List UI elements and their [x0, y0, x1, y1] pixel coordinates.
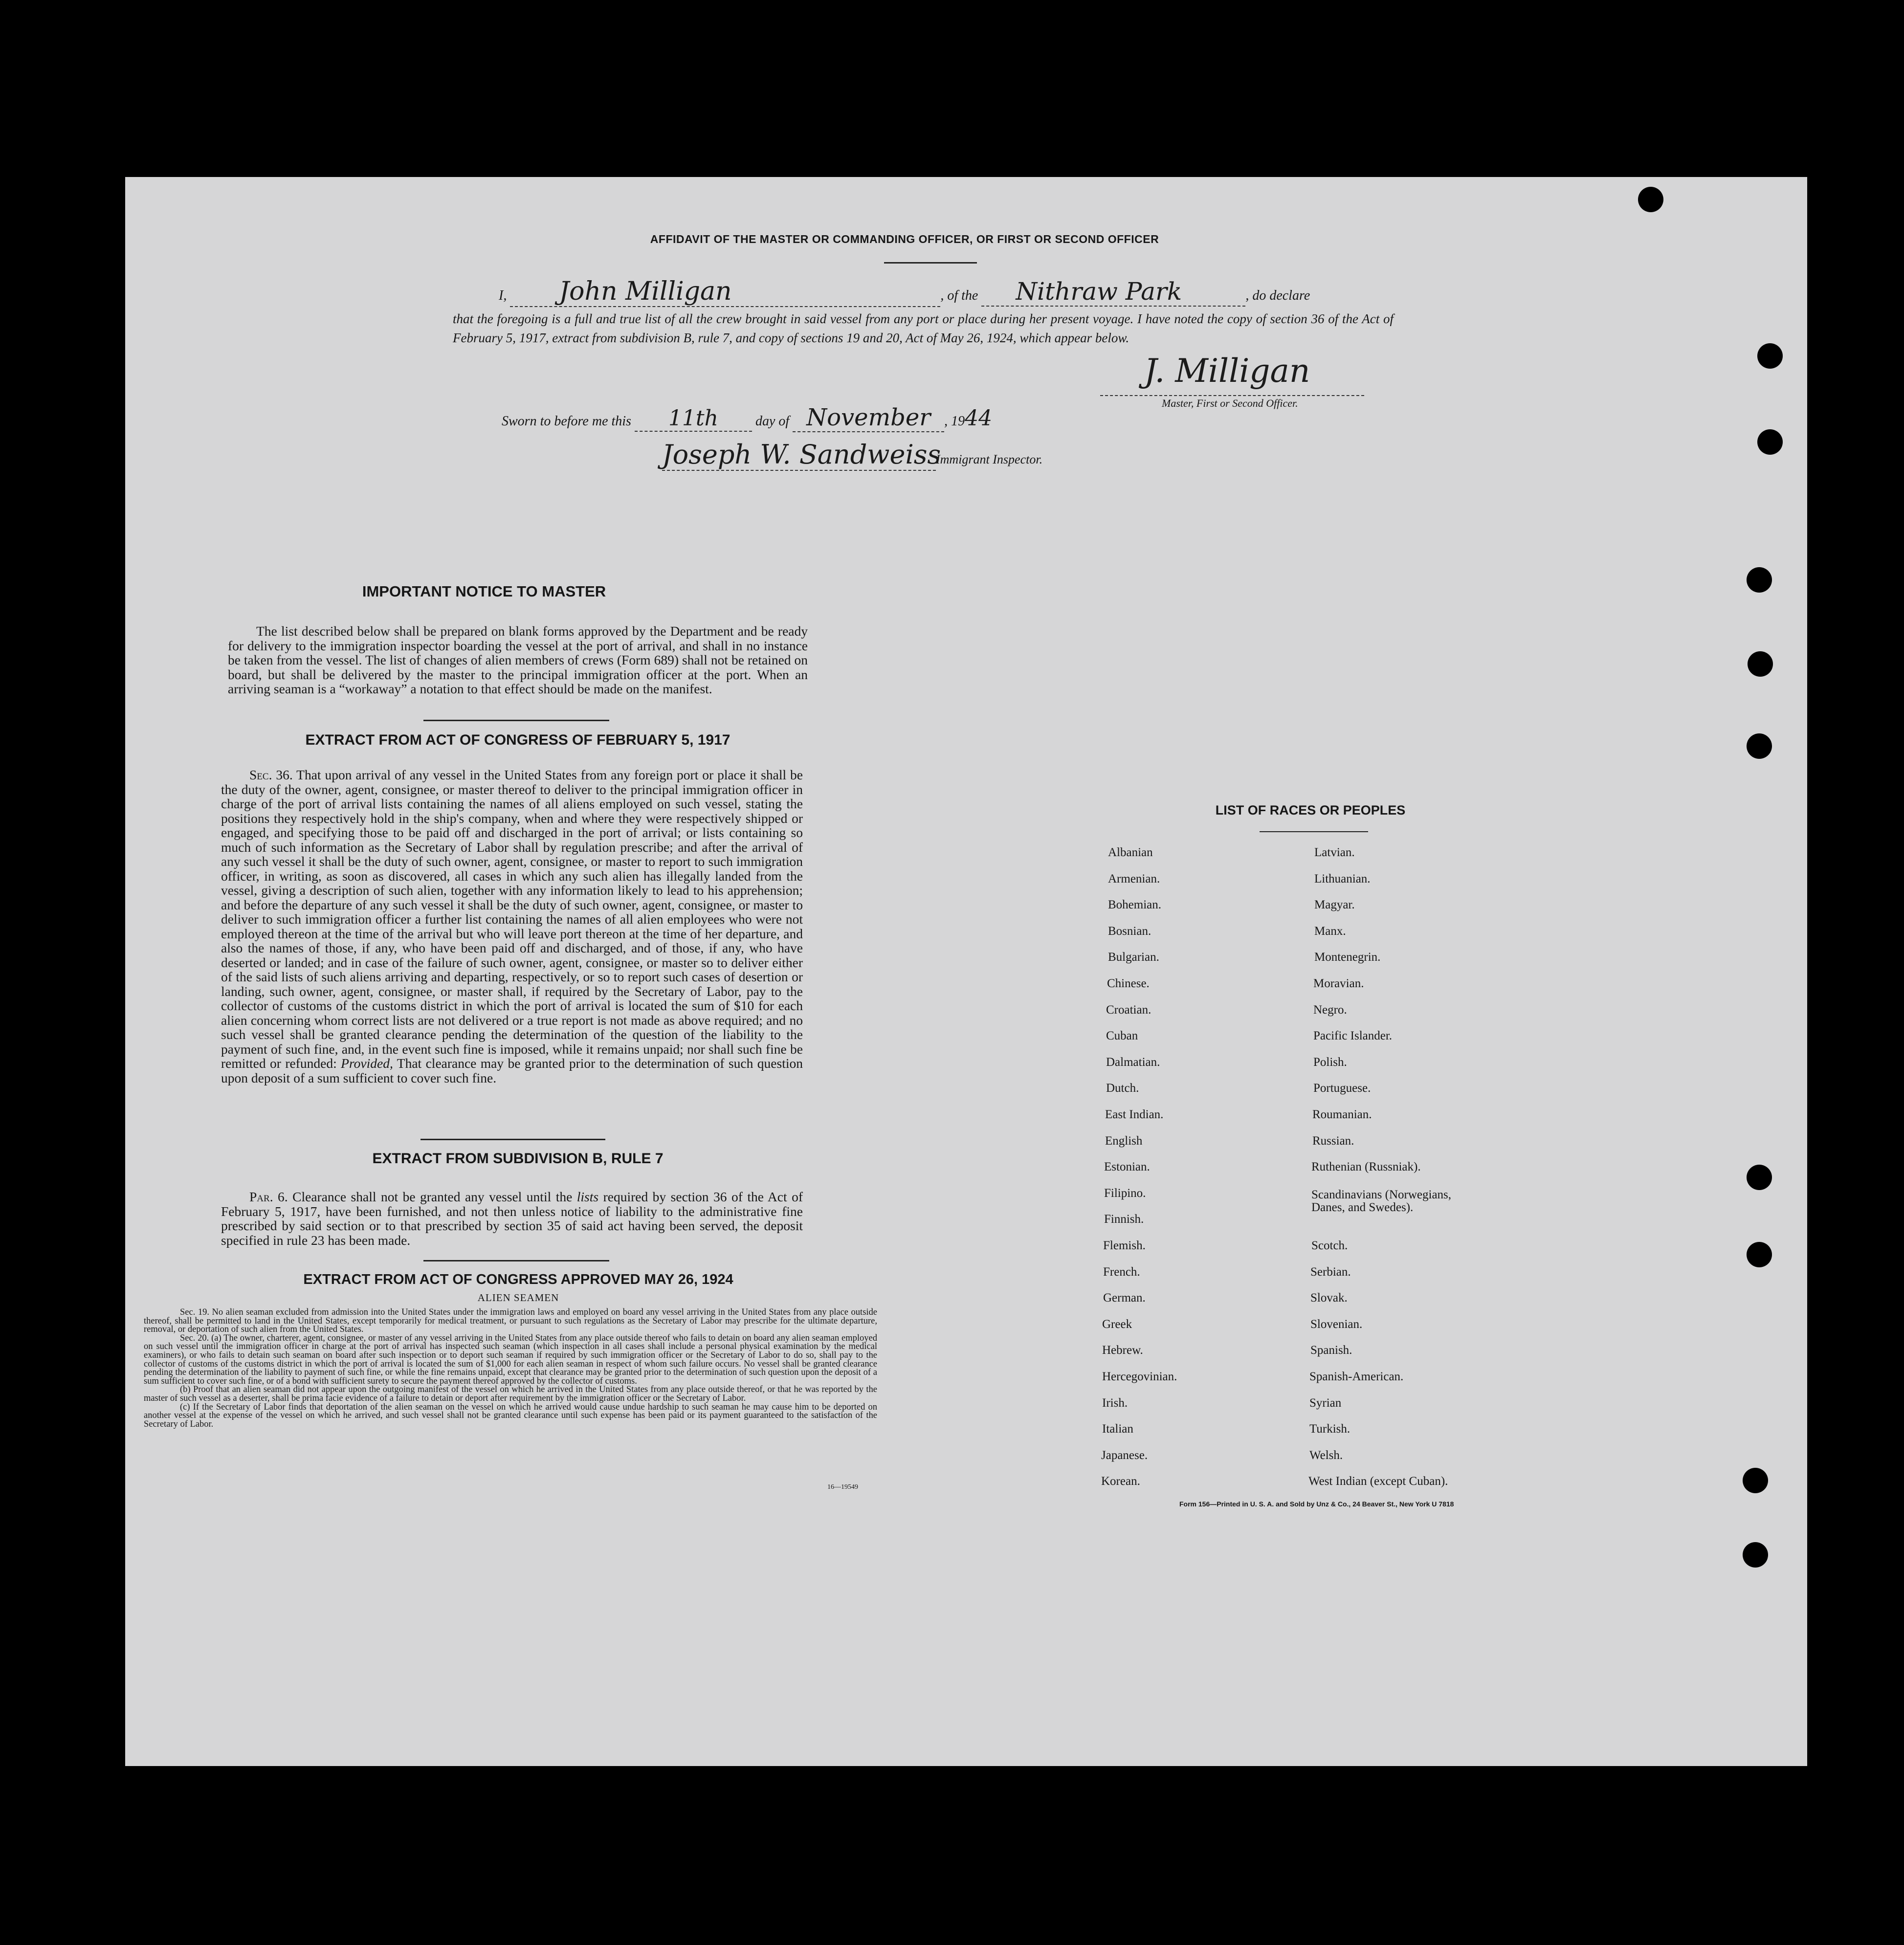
- races-title: LIST OF RACES OR PEOPLES: [1215, 803, 1406, 818]
- punch-hole: [1743, 1542, 1768, 1568]
- sec20b-text: (b) Proof that an alien seaman did not appear upon the outgoing manifest of the vessel on which he arrived in the United States from any place outside thereof, or that he was reported by the master of such vessel as a deserter, shall be prima facie evidence of a failure to detain or deport after requirement by the immigration officer or the Secretary of Labor.: [144, 1385, 877, 1403]
- race-item: Slovak.: [1310, 1291, 1348, 1305]
- punch-hole: [1747, 567, 1772, 593]
- sec19-text: Sec. 19. No alien seaman excluded from admission into the United States under the immigration laws and employed on board any vessel arriving in the United States from any place outside thereof, shall be permitted to land in the United States, except temporarily for medical treatment, or pursuant to such regulations as the Secretary of Labor may prescribe for the ultimate departure, removal, or deportation of such alien from the United States.: [144, 1307, 877, 1335]
- race-item: Spanish.: [1310, 1344, 1352, 1357]
- punch-hole: [1743, 1468, 1768, 1493]
- race-item: Polish.: [1313, 1055, 1347, 1069]
- race-item: Croatian.: [1106, 1003, 1151, 1017]
- inspector-line: [662, 439, 1042, 471]
- act-1924-title: EXTRACT FROM ACT OF CONGRESS APPROVED MAY 26, 1924: [303, 1272, 733, 1287]
- vessel-name: Nithraw Park: [1016, 277, 1182, 306]
- do-declare-label: , do declare: [1245, 288, 1310, 303]
- race-item: Cuban: [1106, 1029, 1138, 1043]
- punch-hole: [1757, 429, 1783, 455]
- notice-title: IMPORTANT NOTICE TO MASTER: [362, 583, 606, 600]
- par-text: Clearance shall not be granted any vessel until the: [292, 1189, 573, 1204]
- sworn-day-field: [635, 406, 752, 432]
- race-item: Dutch.: [1106, 1082, 1139, 1095]
- race-item: Hercegovinian.: [1102, 1370, 1177, 1383]
- day-of-label: day of: [755, 414, 790, 429]
- punch-hole: [1757, 343, 1783, 369]
- race-item: Slovenian.: [1310, 1317, 1363, 1331]
- master-signature-line: [1100, 395, 1364, 396]
- race-item: Spanish-American.: [1309, 1370, 1404, 1383]
- inspector-signature: Joseph W. Sandweiss: [662, 439, 941, 470]
- inspector-signature-field: [662, 439, 941, 471]
- par-text-end: required by section 36 of the Act of February 5, 1917, have been furnished, and not then unless notice of liability to the administrative fine prescribed by said section or to that prescribed by section 35 of said act having been served, the deposit specified in rule 23 has been made.: [221, 1189, 803, 1248]
- master-name-field: [510, 277, 940, 307]
- sworn-month: November: [806, 404, 931, 431]
- race-item: Estonian.: [1104, 1160, 1150, 1174]
- divider: [421, 1139, 605, 1140]
- race-item: Pacific Islander.: [1313, 1029, 1393, 1043]
- divider: [1260, 831, 1368, 832]
- sec20a-text: Sec. 20. (a) The owner, charterer, agent, consignee, or master of any vessel arriving in the United States from any place outside thereof who fails to detain on board any alien seaman employed on such vessel until the immigration officer in charge at the port of arrival has inspected such seaman (which inspection in all cases shall include a personal physical examination by the medical examiners), or who fails to detain such seaman on board after such inspection or to deport such seaman if required by such immigration officer or the Secretary of Labor to do so, shall pay to the collector of customs of the customs district in which the port of arrival is located the sum of $1,000 for each alien seaman in respect of whom such failure occurs. No vessel shall be granted clearance pending the determination of the liability to payment of such fine, or while the fine remains unpaid, except that clearance may be granted prior to the determination of such question upon the deposit of a sum sufficient to cover such fine, or of a bond with sufficient surety to secure the payment thereof approved by the collector of customs.: [144, 1333, 877, 1386]
- race-item: Lithuanian.: [1314, 872, 1371, 885]
- punch-hole: [1747, 733, 1772, 759]
- act-1917-section: [221, 768, 803, 1085]
- section-text: That upon arrival of any vessel in the United States from any foreign port or place it shall be the duty of the owner, agent, consignee, or master thereof to deliver to the principal immigration officer in charge of the port of arrival lists containing the names of all aliens employed on such vessel, stating the positions they respectively hold in the ship's company, when and where they were respectively shipped or engaged, and specifying those to be paid off and discharged in the port of arrival; or lists containing so much of such information as the Secretary of Labor shall by regulation prescribe; and after the arrival of any such vessel it shall be the duty of such owner, agent, consignee, or master to report to such immigration officer, in writing, as soon as discovered, all cases in which any such alien has illegally landed from the vessel, giving a description of such alien, together with any information likely to lead to his apprehension; and before the departure of any such vessel it shall be the duty of such owner, agent, consignee, or master to deliver to such immigration officer a further list containing the names of all alien employees who were not employed thereon at the time of the arrival but who will leave port thereon at the time of her departure, and also the names of those, if any, who have been paid off and discharged, and of those, if any, who have deserted or landed; and in case of the failure of such owner, agent, consignee, or master so to deliver either of the said lists of such aliens arriving and departing, respectively, or so to report such cases of desertion or landing, such owner, agent, consignee, or master shall, if required by the Secretary of Labor, pay to the collector of customs of the customs district in which the port of arrival is located the sum of $10 for each alien concerning whom correct lists are not delivered or a true report is not made as above required; and no such vessel shall be granted clearance pending the determination of the question of the liability to the payment of such fine, and, in the event such fine is imposed, while it remains unpaid; nor shall such fine be remitted or refunded:: [221, 767, 803, 1071]
- subdivision-b-text: [221, 1190, 803, 1247]
- subdivision-b-title: EXTRACT FROM SUBDIVISION B, RULE 7: [372, 1150, 664, 1167]
- race-item: Portuguese.: [1313, 1082, 1371, 1095]
- master-signature: J. Milligan: [1144, 352, 1310, 390]
- sworn-month-field: [793, 404, 944, 432]
- race-item: Armenian.: [1108, 872, 1160, 885]
- race-item: Filipino.: [1104, 1186, 1146, 1200]
- race-item: Roumanian.: [1312, 1108, 1372, 1121]
- notice-text: The list described below shall be prepared on blank forms approved by the Department and be ready for delivery to the immigration inspector boarding the vessel at the port of arrival, and shall in no instance be taken from the vessel. The list of changes of alien members of crews (Form 689) shall not be retained on board, but shall be delivered by the master to the principal immigration officer at the port. When an arriving seaman is a “workaway” a notation to that effect should be made on the manifest.: [228, 623, 808, 696]
- year-prefix: , 19: [944, 414, 965, 429]
- race-item: Albanian: [1108, 846, 1153, 859]
- race-item: Turkish.: [1309, 1422, 1351, 1436]
- of-the-label: , of the: [940, 288, 978, 303]
- divider: [884, 262, 977, 264]
- race-item: Chinese.: [1107, 977, 1150, 990]
- race-item: Bohemian.: [1108, 898, 1162, 912]
- form-code: 16—19549: [827, 1483, 858, 1491]
- race-item: Japanese.: [1101, 1448, 1148, 1462]
- race-item: East Indian.: [1105, 1108, 1164, 1121]
- race-item: German.: [1103, 1291, 1146, 1305]
- race-item: Syrian: [1309, 1396, 1342, 1410]
- race-item: Scandinavians (Norwegians, Danes, and Swedes).: [1311, 1188, 1452, 1214]
- race-item: Negro.: [1313, 1003, 1347, 1017]
- race-item: Korean.: [1101, 1475, 1140, 1488]
- act-1924-text: [144, 1308, 877, 1429]
- race-item: Latvian.: [1314, 846, 1355, 859]
- punch-hole: [1747, 1242, 1772, 1267]
- divider: [423, 1260, 609, 1261]
- master-name: John Milligan: [559, 277, 732, 306]
- printer-footer: Form 156—Printed in U. S. A. and Sold by Unz & Co., 24 Beaver St., New York U 7818: [1179, 1500, 1454, 1508]
- divider: [423, 720, 609, 721]
- race-item: Bulgarian.: [1108, 950, 1159, 964]
- race-item: Moravian.: [1313, 977, 1364, 990]
- master-caption: Master, First or Second Officer.: [1162, 397, 1298, 409]
- sec20c-text: (c) If the Secretary of Labor finds that deportation of the alien seaman on the vessel on which he arrived would cause undue hardship to such seaman he may cause him to be deported on another vessel at the expense of the vessel on which he arrived, and such vessel shall not be granted clearance until such expense has been paid or its payment guaranteed to the satisfaction of the Secretary of Labor.: [144, 1402, 877, 1429]
- race-item: West Indian (except Cuban).: [1308, 1475, 1448, 1488]
- race-item: Irish.: [1102, 1396, 1128, 1410]
- act-1924-subtitle: ALIEN SEAMEN: [477, 1292, 559, 1304]
- race-item: Flemish.: [1103, 1239, 1146, 1252]
- declaration-body: that the foregoing is a full and true list of all the crew brought in said vessel from any port or place during her present voyage. I have noted the copy of section 36 of the Act of February 5, 1917, extract from subdivision B, rule 7, and copy of sections 19 and 20, Act of May 26, 1924, which appear below.: [453, 311, 1394, 345]
- section-label: Sec. 36.: [249, 767, 293, 782]
- race-item: Hebrew.: [1102, 1344, 1143, 1357]
- inspector-caption: Immigrant Inspector.: [936, 452, 1043, 466]
- vessel-name-field: [981, 277, 1245, 307]
- race-item: Russian.: [1312, 1134, 1354, 1148]
- race-item: Magyar.: [1314, 898, 1355, 912]
- section-text-end: That clearance may be granted prior to the determination of such question upon deposit of a sum sufficient to cover such fine.: [221, 1056, 803, 1085]
- race-item: English: [1105, 1134, 1143, 1148]
- race-item: Greek: [1102, 1317, 1132, 1331]
- sworn-label: Sworn to before me this: [502, 414, 631, 429]
- act-1917-title: EXTRACT FROM ACT OF CONGRESS OF FEBRUARY 5, 1917: [305, 732, 731, 748]
- punch-hole: [1747, 1165, 1772, 1190]
- sworn-day: 11th: [668, 406, 718, 431]
- punch-hole: [1638, 187, 1663, 212]
- affidavit-title: AFFIDAVIT OF THE MASTER OR COMMANDING OFFICER, OR FIRST OR SECOND OFFICER: [650, 233, 1159, 245]
- race-item: Bosnian.: [1108, 924, 1151, 938]
- provided-label: Provided,: [341, 1056, 393, 1071]
- race-item: Manx.: [1314, 924, 1346, 938]
- race-item: Montenegrin.: [1314, 950, 1381, 964]
- race-item: Scotch.: [1311, 1239, 1348, 1252]
- sworn-line: [502, 404, 992, 432]
- sworn-year: 44: [965, 406, 993, 431]
- race-item: Ruthenian (Russniak).: [1311, 1160, 1421, 1174]
- punch-hole: [1748, 651, 1773, 677]
- race-item: French.: [1103, 1265, 1140, 1279]
- par-label: Par. 6.: [249, 1189, 288, 1204]
- declaration-line: [499, 277, 1394, 307]
- i-label: I,: [499, 288, 507, 303]
- race-item: Serbian.: [1310, 1265, 1351, 1279]
- lists-word: lists: [576, 1189, 599, 1204]
- race-item: Welsh.: [1309, 1448, 1343, 1462]
- race-item: Dalmatian.: [1106, 1055, 1160, 1069]
- race-item: Finnish.: [1104, 1213, 1144, 1226]
- race-item: Italian: [1102, 1422, 1133, 1436]
